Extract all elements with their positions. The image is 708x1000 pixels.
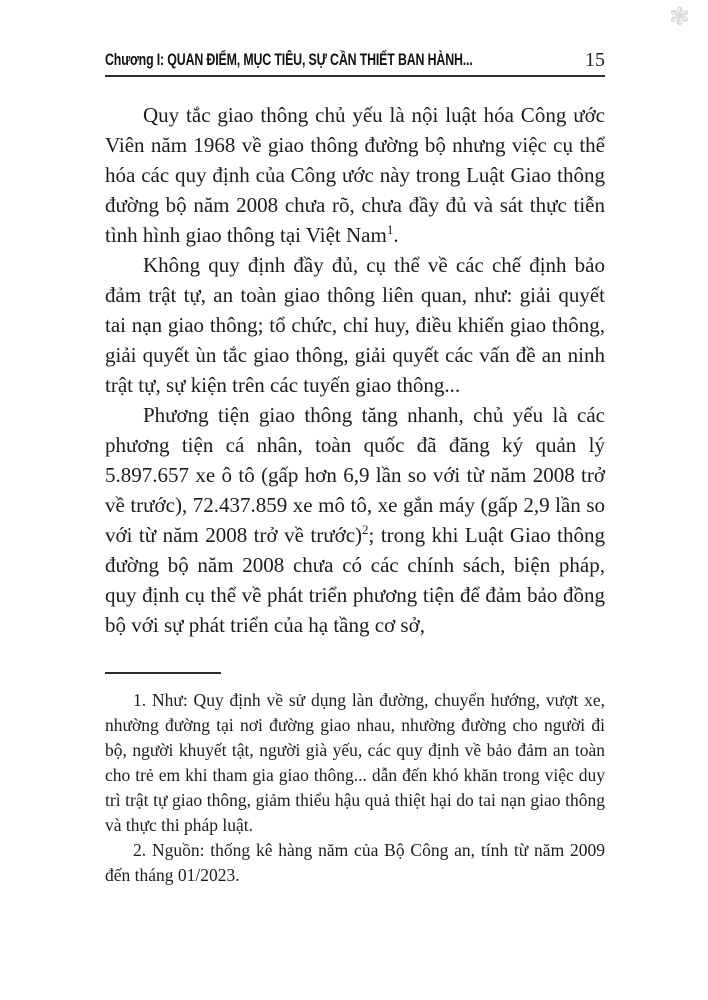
flower-icon: ❃ [669, 2, 690, 31]
page-header [105, 44, 605, 72]
paragraph-text: ; trong khi Luật Giao thông đường bộ năm 2008 chưa có các chính sách, biện pháp, quy định cụ thể về phát triển phương tiện để đảm bảo đồng bộ với sự phát triển của hạ tầng cơ sở, [105, 523, 605, 637]
footnotes [105, 688, 605, 888]
paragraph-text: Quy tắc giao thông chủ yếu là nội luật hóa Công ước Viên năm 1968 về giao thông đường bộ nhưng việc cụ thể hóa các quy định của Công ước này trong Luật Giao thông đường bộ năm 2008 chưa rõ, chưa đầy đủ và sát thực tiễn tình hình giao thông tại Việt Nam [105, 103, 605, 247]
footnote: 1. Như: Quy định về sử dụng làn đường, chuyển hướng, vượt xe, nhường đường tại nơi đường giao nhau, nhường đường cho người đi bộ, người khuyết tật, người già yếu, các quy định về bảo đảm an toàn cho trẻ em khi tham gia giao thông... dẫn đến khó khăn trong việc duy trì trật tự giao thông, giảm thiểu hậu quả thiệt hại do tai nạn giao thông và thực thi pháp luật. [105, 690, 605, 835]
paragraph [105, 100, 605, 250]
footnote-ref: 2 [362, 522, 369, 537]
paragraph [105, 250, 605, 400]
page-number: 15 [585, 49, 605, 71]
footnote-ref: 1 [386, 222, 394, 237]
footnote-divider [105, 672, 221, 674]
chapter-running-title: Chương I: QUAN ĐIỂM, MỤC TIÊU, SỰ CẦN THIẾT BAN HÀNH... [105, 51, 473, 69]
header-divider [105, 75, 605, 77]
footnote: 2. Nguồn: thống kê hàng năm của Bộ Công an, tính từ năm 2009 đến tháng 01/2023. [105, 840, 605, 885]
paragraph-text: Không quy định đầy đủ, cụ thể về các chế định bảo đảm trật tự, an toàn giao thông liên quan, như: giải quyết tai nạn giao thông; tổ chức, chỉ huy, điều khiển giao thông, giải quyết ùn tắc giao thông, giải quyết các vấn đề an ninh trật tự, sự kiện trên các tuyến giao thông... [105, 253, 605, 397]
body-text [105, 100, 605, 640]
paragraph-text: Phương tiện giao thông tăng nhanh, chủ yếu là các phương tiện cá nhân, toàn quốc đã đăng ký quản lý 5.897.657 xe ô tô (gấp hơn 6,9 lần so với từ năm 2008 trở về trước), 72.437.859 xe mô tô, xe gắn máy (gấp 2,9 lần so với từ năm 2008 trở về trước) [105, 403, 605, 547]
paragraph-text: . [393, 223, 399, 247]
paragraph [105, 400, 605, 640]
